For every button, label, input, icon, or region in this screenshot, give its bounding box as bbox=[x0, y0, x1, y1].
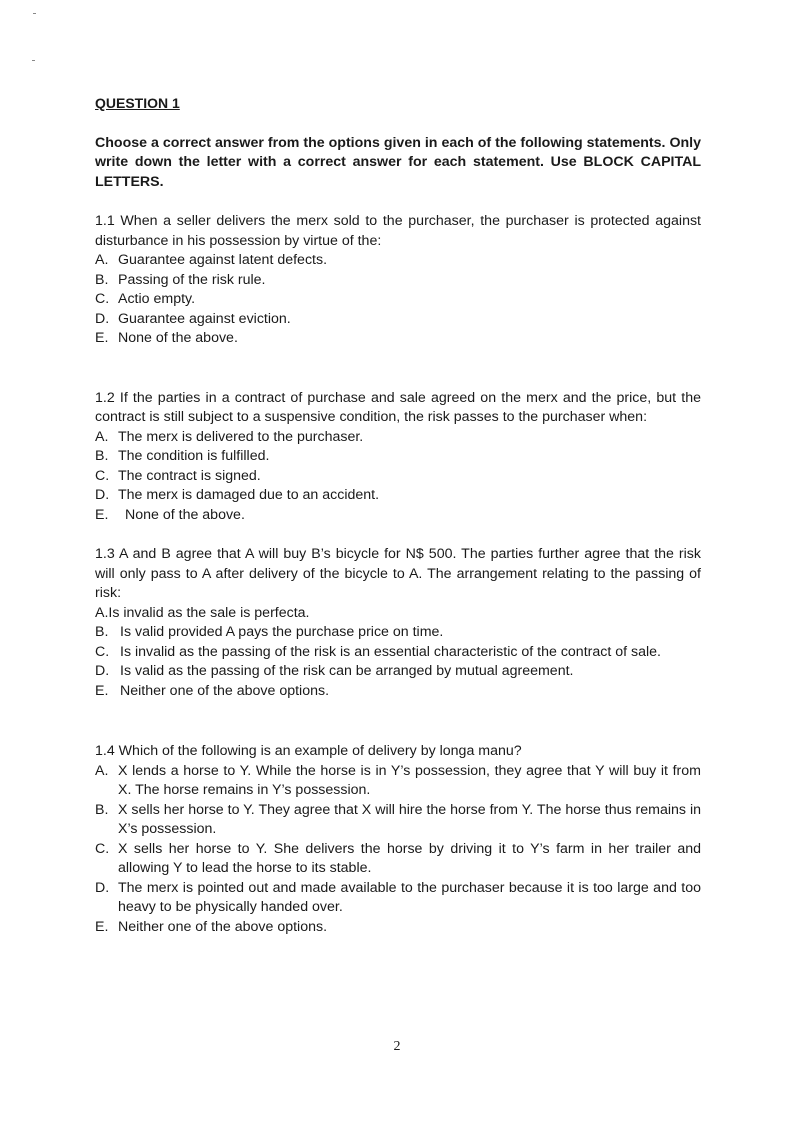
option-letter: D. bbox=[95, 310, 110, 327]
option-text: X lends a horse to Y. While the horse is in Y’s possession, they agree that Y will buy it from X. The horse remains in Y’s possession. bbox=[118, 762, 701, 798]
option-item bbox=[95, 506, 701, 526]
option-item bbox=[95, 251, 701, 271]
option-list bbox=[95, 604, 701, 702]
option-text: X sells her horse to Y. She delivers the horse by driving it to Y’s farm in her trailer and allowing Y to lead the horse to its stable. bbox=[118, 840, 701, 876]
option-text: The condition is fulfilled. bbox=[118, 448, 270, 464]
option-text: Guarantee against eviction. bbox=[118, 310, 291, 327]
option-item bbox=[95, 623, 701, 643]
option-text: Is valid as the passing of the risk can be arranged by mutual agreement. bbox=[120, 663, 574, 679]
option-letter: B. bbox=[95, 448, 109, 464]
option-item bbox=[95, 682, 701, 702]
option-text: X sells her horse to Y. They agree that X will hire the horse from Y. The horse thus remains in X’s possession. bbox=[118, 801, 701, 837]
option-item bbox=[95, 329, 701, 349]
option-text: Actio empty. bbox=[118, 291, 196, 307]
option-text: None of the above. bbox=[125, 506, 245, 523]
option-text: Neither one of the above options. bbox=[118, 918, 328, 935]
option-list bbox=[95, 428, 701, 526]
option-list bbox=[95, 251, 701, 349]
option-letter: C. bbox=[95, 643, 110, 660]
section-heading: QUESTION 1 bbox=[95, 95, 180, 111]
question-block-1-4 bbox=[95, 742, 701, 937]
option-letter: D. bbox=[95, 487, 110, 503]
option-item bbox=[95, 662, 701, 682]
option-letter: C. bbox=[95, 467, 110, 484]
question-text: 1.3 A and B agree that A will buy B’s bicycle for N$ 500. The parties further agree that the risk will only pass to A after delivery of the bicycle to A. The arrangement relating to the passing of risk: bbox=[95, 546, 701, 601]
option-item bbox=[95, 801, 701, 840]
option-item bbox=[95, 467, 701, 487]
question-block-1-2 bbox=[95, 389, 701, 526]
option-text: The merx is damaged due to an accident. bbox=[118, 487, 380, 503]
option-item bbox=[95, 271, 701, 291]
question-text: 1.1 When a seller delivers the merx sold to the purchaser, the purchaser is protected against disturbance in his possession by virtue of the: bbox=[95, 213, 701, 249]
option-item bbox=[95, 918, 701, 938]
option-item bbox=[95, 879, 701, 918]
option-letter: A. bbox=[95, 762, 109, 779]
option-list bbox=[95, 762, 701, 938]
option-letter: E. bbox=[95, 682, 109, 699]
option-letter: C. bbox=[95, 291, 110, 307]
option-text: Is invalid as the passing of the risk is an essential characteristic of the contract of sale. bbox=[120, 643, 661, 660]
question-text: 1.2 If the parties in a contract of purchase and sale agreed on the merx and the price, but the contract is still subject to a suspensive condition, the risk passes to the purchaser when: bbox=[95, 389, 701, 425]
instructions: Choose a correct answer from the options given in each of the following statements. Only write down the letter with a correct answer for each statement. Use BLOCK CAPITAL LETTERS. bbox=[95, 134, 701, 190]
option-text: None of the above. bbox=[118, 330, 238, 346]
page-number: 2 bbox=[393, 1039, 401, 1054]
option-letter: B. bbox=[95, 624, 109, 640]
option-letter: E. bbox=[95, 506, 109, 523]
option-text: The merx is pointed out and made available to the purchaser because it is too large and too heavy to be physically handed over. bbox=[118, 879, 701, 915]
option-text: Is valid provided A pays the purchase price on time. bbox=[120, 624, 444, 640]
option-item bbox=[95, 604, 701, 624]
option-letter: C. bbox=[95, 840, 110, 857]
question-block-1-3 bbox=[95, 545, 701, 701]
option-text: Passing of the risk rule. bbox=[118, 271, 266, 288]
question-text: 1.4 Which of the following is an example of delivery by longa manu? bbox=[95, 743, 522, 759]
option-letter: D. bbox=[95, 879, 110, 896]
scan-artifact bbox=[32, 60, 35, 61]
question-block-1-1 bbox=[95, 212, 701, 349]
option-letter: D. bbox=[95, 663, 110, 679]
option-text: A.Is invalid as the sale is perfecta. bbox=[95, 604, 310, 621]
option-text: The merx is delivered to the purchaser. bbox=[118, 428, 364, 445]
option-item bbox=[95, 762, 701, 801]
option-letter: E. bbox=[95, 918, 109, 935]
page-content bbox=[95, 94, 701, 937]
option-letter: A. bbox=[95, 252, 109, 268]
option-item bbox=[95, 428, 701, 448]
option-text: Guarantee against latent defects. bbox=[118, 252, 328, 268]
option-letter: B. bbox=[95, 271, 109, 288]
option-text: The contract is signed. bbox=[118, 467, 261, 484]
option-letter: B. bbox=[95, 801, 109, 818]
option-item bbox=[95, 310, 701, 330]
scan-artifact bbox=[33, 13, 36, 14]
option-letter: A. bbox=[95, 428, 109, 445]
option-item bbox=[95, 447, 701, 467]
option-letter: E. bbox=[95, 330, 109, 346]
option-item bbox=[95, 486, 701, 506]
option-item bbox=[95, 290, 701, 310]
option-item bbox=[95, 840, 701, 879]
option-text: Neither one of the above options. bbox=[120, 682, 330, 699]
option-item bbox=[95, 643, 701, 663]
